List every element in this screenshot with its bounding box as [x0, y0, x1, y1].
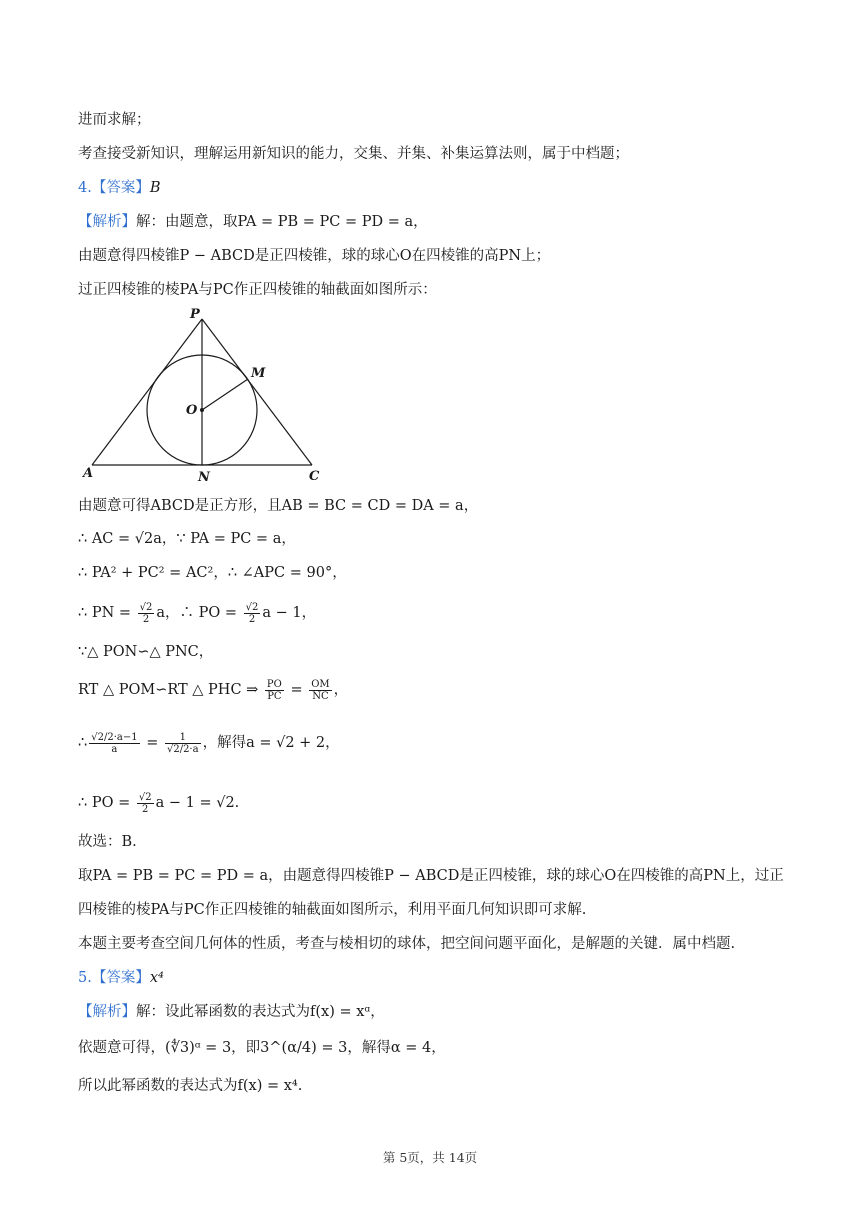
answer-line-q4: [78, 178, 161, 198]
fraction-denominator: 2: [248, 613, 256, 625]
page-footer: 第 5页，共 14页: [382, 1150, 478, 1165]
analysis-text: 解：由题意，取PA = PB = PC = PD = a，: [136, 214, 428, 230]
fraction-denominator: NC: [312, 690, 329, 702]
equals: =: [285, 682, 308, 698]
fraction-denominator: a: [111, 743, 118, 755]
text-line: 取PA = PB = PC = PD = a，由题意得四棱锥P − ABCD是正四棱锥，球的球心O在四棱锥的高PN上，过正: [78, 868, 784, 884]
po-suffix: a − 1，: [262, 605, 317, 621]
fraction-numerator: PO: [266, 678, 282, 690]
solve-result: ，解得a = √2 + 2，: [202, 735, 340, 751]
analysis-tag: 【解析】: [78, 1004, 136, 1020]
text-line: ∵△ PON∽△ PNC，: [78, 644, 214, 660]
po-prefix: ∴ PO =: [78, 795, 135, 811]
analysis-line: [78, 1002, 385, 1022]
fraction-om-nc: [309, 679, 331, 702]
text-line: 由题意可得ABCD是正方形，且AB = BC = CD = DA = a，: [78, 498, 479, 514]
fraction-numerator: √2: [139, 601, 153, 613]
label-n: N: [198, 470, 210, 485]
punct: ，: [333, 682, 349, 698]
fraction-numerator: √2: [138, 791, 152, 803]
text-line: 过正四棱锥的棱PA与PC作正四棱锥的轴截面如图所示：: [78, 282, 437, 298]
fraction-right: [165, 732, 201, 755]
equals: =: [141, 735, 163, 751]
fraction-numerator: √2/2·a−1: [91, 731, 138, 743]
analysis-text: 解：设此幂函数的表达式为f(x) = xᵅ，: [136, 1004, 385, 1020]
fraction-sqrt2-over-2: [244, 602, 261, 625]
label-m: M: [251, 366, 266, 381]
label-p: P: [190, 307, 200, 322]
text-line: 本题主要考查空间几何体的性质，考查与棱相切的球体，把空间问题平面化，是解题的关键．属中档题.: [78, 936, 736, 952]
label-o: O: [186, 403, 198, 418]
analysis-tag: 【解析】: [78, 214, 136, 230]
edge-pc: [202, 319, 312, 465]
fraction-numerator: OM: [311, 678, 330, 690]
math-line-similar: [78, 676, 348, 704]
text-line: ∴ AC = √2a，∵ PA = PC = a，: [78, 531, 296, 547]
answer-value: B: [149, 180, 161, 196]
pn-prefix: ∴ PN =: [78, 605, 136, 621]
text-line: 依题意可得，(∜3)ᵅ = 3，即3^(α/4) = 3，解得α = 4，: [78, 1040, 446, 1056]
text-line: 进而求解；: [78, 112, 151, 128]
text-line: 故选：B.: [78, 834, 137, 850]
fraction-denominator: √2/2·a: [166, 743, 199, 755]
fraction-denominator: 2: [142, 803, 149, 815]
answer-label: 4.【答案】: [78, 180, 150, 196]
fraction-left: [89, 732, 139, 755]
fraction-po-pc: [265, 679, 284, 702]
geometry-figure: [80, 307, 340, 487]
similar-text: RT △ POM∽RT △ PHC ⇒: [78, 682, 263, 698]
edge-pa: [92, 319, 202, 465]
text-line: 考查接受新知识，理解运用新知识的能力，交集、并集、补集运算法则，属于中档题；: [78, 146, 629, 162]
po-result: a − 1 = √2.: [155, 795, 240, 811]
fraction-numerator: √2: [245, 601, 259, 613]
answer-value: x⁴: [149, 970, 164, 986]
fraction-denominator: 2: [142, 613, 150, 625]
fraction-sqrt2-over-2: [138, 602, 155, 625]
text-line: 所以此幂函数的表达式为f(x) = x⁴.: [78, 1078, 303, 1094]
math-line-pn-po: [78, 600, 316, 626]
po-prefix: a，∴ PO =: [156, 605, 242, 621]
center-point: [200, 408, 204, 412]
fraction-sqrt2-over-2: [137, 792, 154, 815]
radius-om: [202, 379, 248, 410]
answer-label: 5.【答案】: [78, 970, 150, 986]
label-c: C: [309, 469, 320, 484]
fraction-denominator: PC: [267, 690, 282, 702]
analysis-line: [78, 212, 428, 232]
fraction-numerator: 1: [165, 732, 201, 744]
answer-line-q5: [78, 968, 164, 988]
therefore: ∴: [78, 735, 88, 751]
math-line-solve: [78, 726, 340, 760]
math-line-po: [78, 790, 239, 816]
text-line: 四棱锥的棱PA与PC作正四棱锥的轴截面如图所示，利用平面几何知识即可求解.: [78, 902, 587, 918]
label-a: A: [83, 466, 94, 481]
text-line: ∴ PA² + PC² = AC²，∴ ∠APC = 90°，: [78, 565, 347, 581]
text-line: 由题意得四棱锥P − ABCD是正四棱锥，球的球心O在四棱锥的高PN上；: [78, 248, 551, 264]
